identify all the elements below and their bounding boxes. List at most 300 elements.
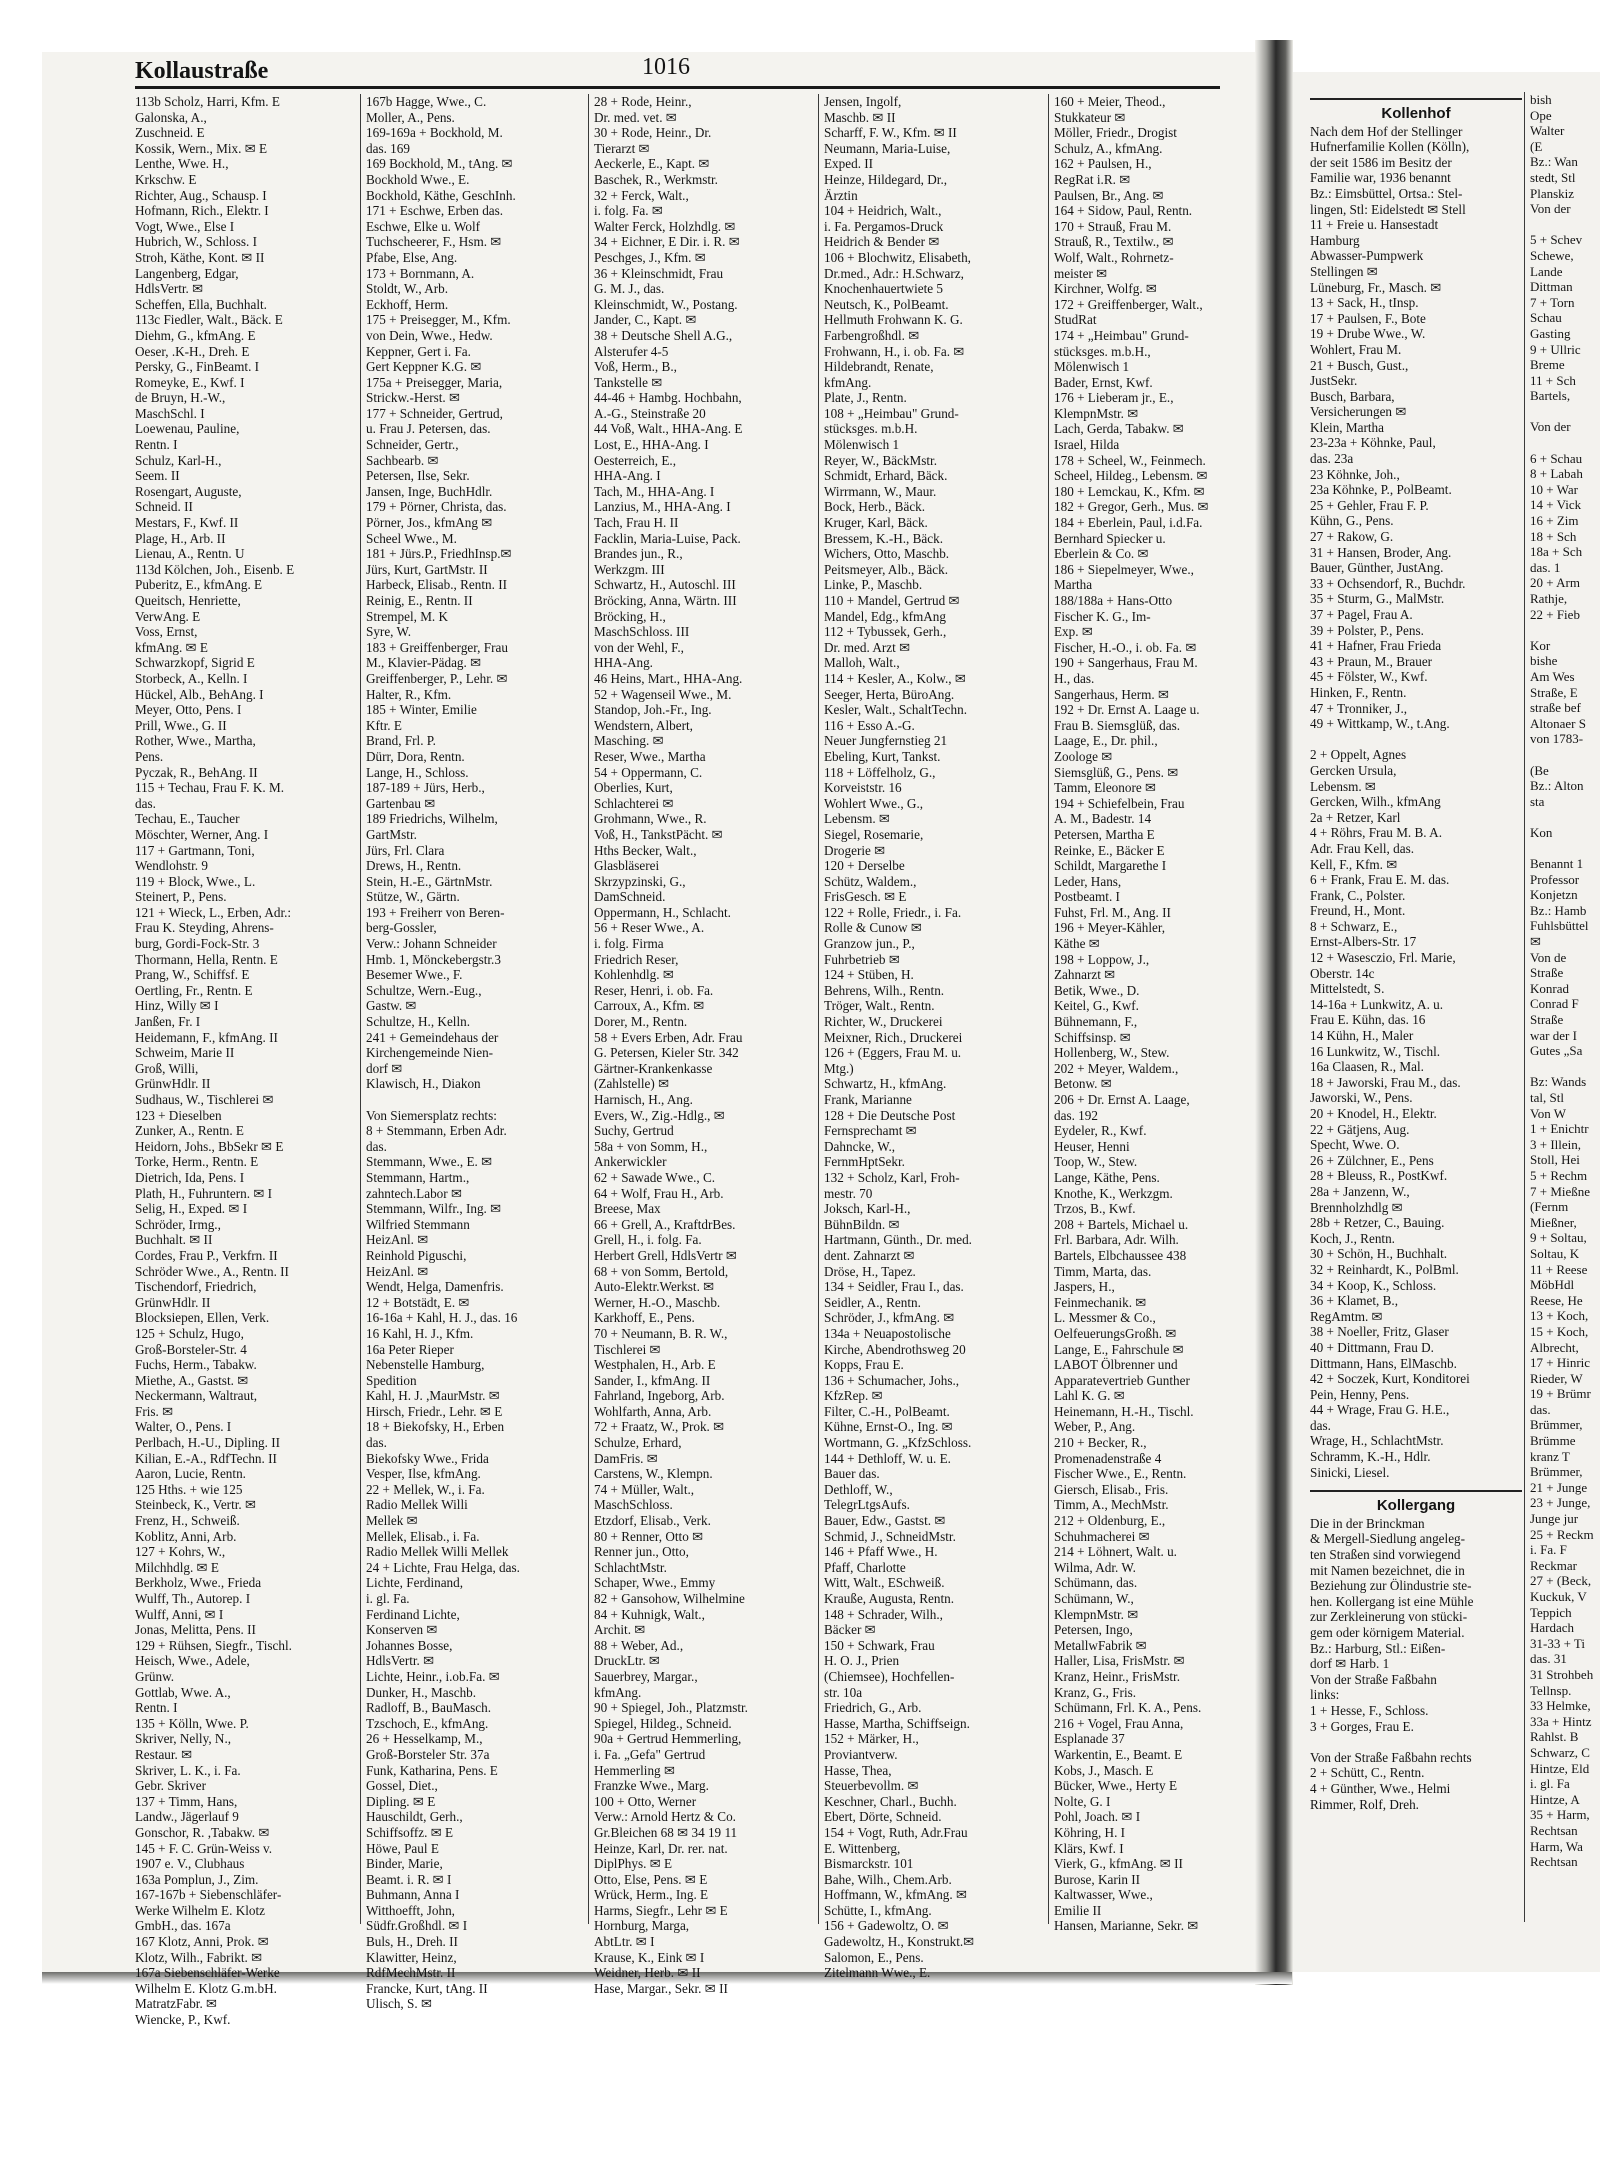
directory-entry-line: Emilie II [1054, 1902, 1102, 1918]
directory-entry-line: 1 + Enichtr [1530, 1121, 1589, 1137]
directory-entry-line: 128 + Die Deutsche Post [824, 1107, 956, 1123]
directory-entry-line: Busch, Barbara, [1310, 388, 1395, 404]
directory-entry-line: 27 + Rakow, G. [1310, 529, 1394, 545]
directory-entry-line: Petersen, Martha E [1054, 826, 1155, 842]
directory-entry-line: Neckermann, Waltraut, [135, 1388, 258, 1404]
directory-entry-line: 17 + Hinric [1530, 1355, 1591, 1371]
directory-entry-line: 32 + Reinhardt, K., PolBml. [1310, 1261, 1459, 1277]
running-header-street: Kollaustraße [135, 58, 269, 84]
directory-entry-line: Seidler, A., Rentn. [824, 1294, 921, 1310]
directory-entry-line: Werner, H.-O., Maschb. [594, 1294, 721, 1310]
directory-entry-line: SchlachtMstr. [594, 1559, 667, 1575]
directory-entry-line: Lüneburg, Fr., Masch. ✉ [1310, 279, 1442, 295]
directory-entry-line: 183 + Greiffenberger, Frau [366, 639, 508, 655]
directory-entry-line: Siegel, Rosemarie, [824, 826, 924, 842]
directory-entry-line: Reckmar [1530, 1557, 1577, 1573]
directory-entry-line: Schütte, I., kfmAng. [824, 1902, 932, 1918]
directory-entry-line: Krkschw. E [135, 171, 197, 187]
directory-entry-line: Schulze, Erhard, [594, 1435, 682, 1451]
directory-entry-line: Seeger, Herta, BüroAng. [824, 686, 955, 702]
directory-entry-line: Zahnarzt ✉ [1054, 967, 1116, 983]
directory-entry-line: Lanzius, M., HHA-Ang. I [594, 499, 731, 515]
directory-entry-line: 16 + Zim [1530, 513, 1579, 529]
directory-entry-line: Janßen, Fr. I [135, 1014, 201, 1030]
directory-entry-line: Groß-Borsteler-Str. 4 [135, 1341, 247, 1357]
directory-column-2 [366, 94, 588, 2012]
spacer [1530, 809, 1600, 825]
directory-entry-line: 24 + Lichte, Frau Helga, das. [366, 1559, 520, 1575]
directory-entry-line: war der I [1530, 1027, 1577, 1043]
directory-entry-line: 134a + Neuapostolische [824, 1325, 951, 1341]
directory-entry-line: Gebr. Skriver [135, 1778, 207, 1794]
directory-entry-line: i. folg. Firma [594, 936, 664, 952]
directory-entry-line: 119 + Block, Wwe., L. [135, 873, 256, 889]
directory-entry-line: Hildebrandt, Renate, [824, 359, 934, 375]
directory-entry-line: Tzschoch, E., kfmAng. [366, 1715, 489, 1731]
directory-entry-line: 173 + Bornmann, A. [366, 265, 475, 281]
directory-entry-line: das. [1310, 1417, 1331, 1433]
directory-entry-line: Facklin, Maria-Luise, Pack. [594, 530, 741, 546]
directory-entry-line: 185 + Winter, Emilie [366, 702, 477, 718]
directory-entry-line: 174 + „Heimbau" Grund- [1054, 327, 1189, 343]
directory-entry-line: 34 + Eichner, E Dir. i. R. ✉ [594, 234, 740, 250]
directory-entry-line: Friedrich, G., Arb. [824, 1700, 922, 1716]
directory-entry-line: Brümmer, [1530, 1464, 1583, 1480]
directory-entry-line: Schümann, das. [1054, 1575, 1138, 1591]
directory-entry-line: Wulff, Anni, ✉ I [135, 1606, 224, 1622]
directory-entry-line: Von W [1530, 1105, 1566, 1121]
directory-entry-line: Hellmuth Frohwann K. G. [824, 312, 963, 328]
directory-entry-line: 137 + Timm, Hans, [135, 1793, 238, 1809]
directory-entry-line: 202 + Meyer, Waldem., [1054, 1060, 1179, 1076]
directory-entry-line: Puberitz, E., kfmAng. E [135, 577, 263, 593]
directory-entry-line: Drogerie ✉ [824, 842, 886, 858]
directory-entry-line: Peschges, J., Kfm. ✉ [594, 249, 706, 265]
directory-entry-line: Fernsprechamt ✉ [824, 1123, 917, 1139]
directory-entry-line: i. Fa. Pergamos-Druck [824, 218, 944, 234]
directory-entry-line: E. Wittenberg, [824, 1840, 901, 1856]
directory-entry-line: 43 + Praun, M., Brauer [1310, 653, 1433, 669]
directory-entry-line: Jensen, Ingolf, [824, 94, 902, 109]
directory-entry-line: 167 Klotz, Anni, Prok. ✉ [135, 1934, 269, 1950]
section-title-kollergang: Kollergang [1376, 1497, 1456, 1515]
spacer [1310, 1734, 1522, 1750]
directory-entry-line: lingen, Stl: Eidelstedt ✉ Stell [1310, 201, 1466, 217]
directory-entry-line: zahntech.Labor ✉ [366, 1185, 462, 1201]
directory-entry-line: Betonw. ✉ [1054, 1076, 1112, 1092]
spacer [1530, 622, 1600, 638]
directory-entry-line: 182 + Gregor, Gerh., Mus. ✉ [1054, 499, 1209, 515]
directory-entry-line: Kirchengemeinde Nien- [366, 1045, 494, 1061]
directory-entry-line: Hamburg [1310, 232, 1360, 248]
directory-entry-line: 19 + Brümr [1530, 1386, 1591, 1402]
directory-entry-line: Kobs, J., Masch. E [1054, 1762, 1154, 1778]
directory-entry-line: Fischer Wwe., E., Rentn. [1054, 1466, 1187, 1482]
directory-entry-line: tal, Stl [1530, 1090, 1564, 1105]
directory-entry-line: Toop, W., Stew. [1054, 1154, 1138, 1170]
directory-entry-line: Gärtner-Krankenkasse [594, 1060, 713, 1076]
directory-entry-line: Skriver, L. K., i. Fa. [135, 1762, 241, 1778]
directory-entry-line: Schwarz, C [1530, 1744, 1590, 1760]
directory-entry-line: Bock, Herb., Bäck. [824, 499, 926, 515]
directory-entry-line: Witthoefft, John, [366, 1902, 455, 1918]
directory-entry-line: 68 + von Somm, Bertold, [594, 1263, 729, 1279]
directory-entry-line: Friedrich Reser, [594, 951, 679, 967]
directory-entry-line: dorf ✉ [366, 1060, 403, 1076]
directory-entry-line: 44 Voß, Walt., HHA-Ang. E [594, 421, 743, 437]
directory-entry-line: 16a Claasen, R., Mal. [1310, 1059, 1424, 1075]
directory-entry-line: Lost, E., HHA-Ang. I [594, 437, 709, 453]
directory-entry-line: Hinz, Willy ✉ I [135, 998, 219, 1014]
directory-entry-line: Dr. med. vet. ✉ [594, 109, 677, 125]
directory-entry-line: Familie war, 1936 benannt [1310, 170, 1451, 186]
directory-entry-line: 21 + Junge [1530, 1479, 1588, 1495]
directory-entry-line: Gonschor, R. ,Tabakw. ✉ [135, 1824, 270, 1840]
directory-entry-line: Ope [1530, 107, 1552, 123]
page-number: 1016 [642, 54, 690, 80]
directory-entry-line: Selig, H., Exped. ✉ I [135, 1201, 248, 1217]
directory-entry-line: Gert Keppner K.G. ✉ [366, 359, 482, 375]
directory-entry-line: Wilma, Adr. W. [1054, 1559, 1136, 1575]
directory-entry-line: 162 + Paulsen, H., [1054, 156, 1152, 172]
directory-entry-line: Gutes „Sa [1530, 1043, 1583, 1059]
directory-entry-line: 167-167b + Siebenschläfer- [135, 1887, 282, 1903]
directory-entry-line: 187-189 + Jürs, Herb., [366, 780, 485, 796]
directory-entry-line: Kahl, H. J. ,MaurMstr. ✉ [366, 1388, 500, 1404]
directory-entry-line: str. 10a [824, 1684, 863, 1700]
directory-entry-line: Brümme [1530, 1433, 1576, 1449]
directory-entry-line: Hase, Margar., Sekr. ✉ II [594, 1980, 728, 1996]
directory-entry-line: Heuser, Henni [1054, 1138, 1130, 1154]
directory-entry-line: Cordes, Frau P., Verkfrn. II [135, 1247, 278, 1263]
directory-entry-line: Voß, H., TankstPächt. ✉ [594, 826, 723, 842]
directory-entry-line: Schultze, H., Kelln. [366, 1014, 471, 1030]
directory-entry-line: Hinken, F., Rentn. [1310, 684, 1407, 700]
directory-entry-line: Straße [1530, 965, 1564, 981]
directory-entry-line: 145 + F. C. Grün-Weiss v. [135, 1840, 273, 1856]
directory-entry-line: 27 + (Beck, [1530, 1573, 1592, 1589]
directory-entry-line: Lichte, Heinr., i.ob.Fa. ✉ [366, 1668, 500, 1684]
directory-entry-line: 30 + Rode, Heinr., Dr. [594, 125, 712, 141]
directory-entry-line: Franzke Wwe., Marg. [594, 1778, 709, 1794]
directory-entry-line: 33a + Hintz [1530, 1713, 1592, 1729]
directory-entry-line: 179 + Pörner, Christa, das. [366, 499, 507, 515]
directory-entry-line: Eckhoff, Herm. [366, 296, 449, 312]
directory-entry-line: Bz.: Eimsbüttel, Ortsa.: Stel- [1310, 185, 1463, 201]
directory-entry-line: Gastw. ✉ [366, 998, 417, 1014]
directory-entry-line: Glasbläserei [594, 858, 660, 874]
directory-entry-line: Perlbach, H.-U., Dipling. II [135, 1435, 281, 1451]
directory-entry-line: Tach, Frau H. II [594, 515, 679, 531]
directory-entry-line: Bröcking, H., [594, 608, 666, 624]
directory-entry-line: Schuhmacherei ✉ [1054, 1528, 1150, 1544]
directory-entry-line: Carstens, W., Klempn. [594, 1466, 713, 1482]
directory-entry-line: Hintze, Eld [1530, 1760, 1590, 1776]
directory-entry-line: 106 + Blochwitz, Elisabeth, [824, 249, 971, 265]
directory-entry-line: i. gl. Fa [1530, 1776, 1570, 1792]
directory-entry-line: Rosengart, Auguste, [135, 483, 242, 499]
directory-entry-line: 11 + Reese [1530, 1261, 1588, 1277]
directory-entry-line: 58a + von Somm, H., [594, 1138, 708, 1154]
directory-entry-line: Petersen, Ingo, [1054, 1622, 1133, 1638]
directory-entry-line: Schaper, Wwe., Emmy [594, 1575, 716, 1591]
directory-entry-line: Kranz, Heinr., FrisMstr. [1054, 1668, 1181, 1684]
directory-entry-line: Peitsmeyer, Alb., Bäck. [824, 561, 948, 577]
directory-entry-line: Westphalen, H., Arb. E [594, 1357, 716, 1373]
directory-entry-line: 193 + Freiherr von Beren- [366, 904, 505, 920]
directory-entry-line: 214 + Löhnert, Walt. u. [1054, 1544, 1177, 1560]
directory-entry-line: Jaspers, H., [1054, 1279, 1115, 1295]
directory-entry-line: Schiffsinsp. ✉ [1054, 1029, 1131, 1045]
directory-entry-line: Schwarzkopf, Sigrid E [135, 655, 255, 671]
directory-entry-line: Klawitter, Heinz, [366, 1949, 457, 1965]
directory-entry-line: ✉ [1530, 934, 1541, 950]
directory-entry-line: 22 + Gätjens, Aug. [1310, 1121, 1410, 1137]
directory-entry-line: Kossik, Wern., Mix. ✉ E [135, 140, 268, 156]
directory-entry-line: GartMstr. [366, 826, 417, 842]
directory-entry-line: Tischendorf, Friedrich, [135, 1279, 257, 1295]
directory-entry-line: 2 + Schütt, C., Rentn. [1310, 1765, 1425, 1781]
directory-entry-line: Promenadenstraße 4 [1054, 1450, 1162, 1466]
directory-entry-line: Kranz, G., Fris. [1054, 1684, 1137, 1700]
directory-entry-line: Conrad F [1530, 996, 1579, 1012]
directory-entry-line: Funk, Katharina, Pens. E [366, 1762, 498, 1778]
directory-entry-line: Wirrmann, W., Maur. [824, 483, 937, 499]
directory-entry-line: bishe [1530, 653, 1558, 669]
directory-entry-line: Brümmer, [1530, 1417, 1583, 1433]
directory-entry-line: Leder, Hans, [1054, 873, 1122, 889]
directory-entry-line: 22 + Mellek, W., i. Fa. [366, 1481, 485, 1497]
directory-entry-line: Jaworski, W., Pens. [1310, 1090, 1413, 1106]
directory-entry-line: Zuschneid. E [135, 125, 205, 141]
directory-entry-line: 28 + Bleuss, R., PostKwf. [1310, 1168, 1448, 1184]
directory-entry-line: dorf ✉ Harb. 1 [1310, 1656, 1390, 1672]
directory-entry-line: i. Fa. „Gefa" Gertrud [594, 1746, 706, 1762]
directory-entry-line: Weber, P., Ang. [1054, 1419, 1136, 1435]
directory-entry-line: Bauer, Günther, JustAng. [1310, 560, 1444, 576]
directory-entry-line: 18 + Jaworski, Frau M., das. [1310, 1074, 1461, 1090]
directory-entry-line: Bader, Ernst, Kwf. [1054, 374, 1153, 390]
directory-entry-line: Martha [1054, 577, 1093, 593]
directory-entry-line: Konserven ✉ [366, 1622, 438, 1638]
directory-entry-line: Groß, Willi, [135, 1060, 199, 1076]
directory-entry-line: Kor [1530, 637, 1551, 653]
directory-entry-line: Schweim, Marie II [135, 1045, 235, 1061]
directory-entry-line: Dittman [1530, 279, 1573, 295]
directory-entry-line: Sachbearb. ✉ [366, 452, 439, 468]
directory-entry-line: Versicherungen ✉ [1310, 404, 1407, 420]
directory-entry-line: Soltau, K [1530, 1245, 1580, 1261]
directory-entry-line: Gr.Bleichen 68 ✉ 34 19 11 [594, 1824, 738, 1840]
directory-entry-line: Scheffen, Ella, Buchhalt. [135, 296, 267, 312]
directory-entry-line: 23 + Junge, [1530, 1495, 1591, 1511]
directory-entry-line: Hths Becker, Walt., [594, 842, 697, 858]
directory-entry-line: Heinze, Karl, Dr. rer. nat. [594, 1840, 728, 1856]
directory-entry-line: Rieder, W [1530, 1370, 1583, 1386]
directory-entry-line: DruckLtr. ✉ [594, 1653, 660, 1669]
directory-entry-line: 22 + Fieb [1530, 606, 1580, 622]
directory-entry-line: Stellingen ✉ [1310, 263, 1378, 279]
directory-entry-line: kfmAng. [824, 374, 872, 390]
directory-entry-line: Miethe, A., Gastst. ✉ [135, 1372, 249, 1388]
directory-entry-line: Wolf, Walt., Rohrnetz- [1054, 249, 1174, 265]
directory-entry-line: 72 + Fraatz, W., Prok. ✉ [594, 1419, 725, 1435]
directory-entry-line: Prang, W., Schiffsf. E [135, 967, 250, 983]
directory-entry-line: Israel, Hilda [1054, 437, 1120, 453]
directory-entry-line: Ebeling, Kurt, Tankst. [824, 748, 941, 764]
directory-entry-line: Mellek ✉ [366, 1513, 418, 1529]
directory-entry-line: Schmid, J., SchneidMstr. [824, 1528, 956, 1544]
directory-entry-line: Kirche, Abendrothsweg 20 [824, 1341, 966, 1357]
directory-entry-line: Torke, Herm., Rentn. E [135, 1154, 259, 1170]
directory-entry-line: Reser, Wwe., Martha [594, 748, 706, 764]
directory-entry-line: Plath, H., Fuhruntern. ✉ I [135, 1185, 273, 1201]
directory-entry-line: Tach, M., HHA-Ang. I [594, 483, 715, 499]
directory-entry-line: Schramm, K.-H., Hdlr. [1310, 1449, 1431, 1465]
book-binding [1255, 40, 1293, 1985]
directory-entry-line: von 1783- [1530, 731, 1584, 747]
directory-entry-line: 169-169a + Bockhold, M. [366, 125, 503, 141]
directory-entry-line: Stütze, W., Gärtn. [366, 889, 460, 905]
directory-entry-line: Suchy, Gertrud [594, 1123, 674, 1139]
directory-entry-line: Eberlein & Co. ✉ [1054, 546, 1149, 562]
directory-entry-line: Buls, H., Dreh. II [366, 1934, 458, 1950]
directory-entry-line: Exp. ✉ [1054, 624, 1093, 640]
directory-entry-line: 171 + Eschwe, Erben das. [366, 203, 504, 219]
directory-entry-line: 144 + Dethloff, W. u. E. [824, 1450, 951, 1466]
directory-entry-line: 198 + Loppow, J., [1054, 951, 1150, 967]
directory-entry-line: Radio Mellek Willi [366, 1497, 468, 1513]
kollenhof-entries [1310, 124, 1522, 1481]
directory-entry-line: Reinke, E., Bäcker E [1054, 842, 1165, 858]
directory-entry-line: Steuerbevollm. ✉ [824, 1778, 919, 1794]
directory-entry-line: 11 + Freie u. Hansestadt [1310, 217, 1439, 233]
directory-entry-line: Walter [1530, 123, 1565, 139]
directory-entry-line: Teppich [1530, 1604, 1572, 1620]
directory-entry-line: Pfaff, Charlotte [824, 1559, 906, 1575]
directory-entry-line: Keitel, G., Kwf. [1054, 998, 1139, 1014]
directory-entry-line: Buchhalt. ✉ II [135, 1232, 213, 1248]
directory-entry-line: MatratzFabr. ✉ [135, 1996, 218, 2012]
directory-entry-line: 38 + Deutsche Shell A.G., [594, 327, 733, 343]
directory-entry-line: 34 + Koop, K., Schloss. [1310, 1277, 1437, 1293]
directory-entry-line: kranz T [1530, 1448, 1570, 1464]
directory-entry-line: G. M. J., das. [594, 281, 665, 297]
directory-entry-line: Hartmann, Günth., Dr. med. [824, 1232, 972, 1248]
directory-entry-line: 180 + Lemckau, K., Kfm. ✉ [1054, 483, 1205, 499]
directory-entry-line: Behrens, Wilh., Rentn. [824, 982, 945, 998]
directory-entry-line: das. [366, 1435, 387, 1451]
column-divider [818, 94, 819, 1924]
directory-entry-line: TelegrLtgsAufs. [824, 1497, 910, 1513]
directory-entry-line: Scharff, F. W., Kfm. ✉ II [824, 125, 957, 141]
directory-entry-line: Schröder, Irmg., [135, 1216, 221, 1232]
directory-entry-line: Granzow jun., P., [824, 936, 915, 952]
directory-entry-line: Abwasser-Pumpwerk [1310, 248, 1424, 264]
directory-entry-line: Freund, H., Mont. [1310, 903, 1406, 919]
directory-entry-line: Lienau, A., Rentn. U [135, 546, 245, 562]
directory-entry-line: Otto, Else, Pens. ✉ E [594, 1871, 708, 1887]
directory-entry-line: (Be [1530, 762, 1549, 778]
directory-entry-line: Evers, W., Zig.-Hdlg., ✉ [594, 1107, 725, 1123]
directory-entry-line: RegRat i.R. ✉ [1054, 171, 1131, 187]
directory-entry-line: Neumann, Maria-Luise, [824, 140, 951, 156]
directory-entry-line: Lebensm. ✉ [824, 811, 890, 827]
directory-entry-line: 189 Friedrichs, Wilhelm, [366, 811, 498, 827]
directory-entry-line: Bz.: Wan [1530, 154, 1578, 170]
directory-entry-line: Rechtsan [1530, 1822, 1578, 1838]
directory-entry-line: Biekofsky Wwe., Frida [366, 1450, 489, 1466]
directory-entry-line: Keschner, Charl., Buchh. [824, 1793, 957, 1809]
directory-entry-line: mit Namen bezeichnet, die in [1310, 1562, 1465, 1578]
directory-entry-line: Schröder Wwe., A., Rentn. II [135, 1263, 289, 1279]
directory-entry-line: StudRat [1054, 312, 1097, 328]
directory-entry-line: Masching. ✉ [594, 733, 664, 749]
directory-entry-line: berg-Gossler, [366, 920, 437, 936]
spacer [1530, 841, 1600, 857]
directory-entry-line: Wendlohstr. 9 [135, 858, 208, 874]
directory-entry-line: 12 + Wasesczio, Frl. Marie, [1310, 950, 1456, 966]
directory-entry-line: Rahlst. B [1530, 1729, 1579, 1745]
directory-entry-line: das. 192 [1054, 1107, 1098, 1123]
directory-entry-line: Groß-Borsteler Str. 37a [366, 1746, 490, 1762]
directory-entry-line: Strauß, R., Textilw., ✉ [1054, 234, 1174, 250]
directory-entry-line: 33 Helmke, [1530, 1698, 1591, 1714]
directory-entry-line: 113d Kölchen, Joh., Eisenb. E [135, 561, 295, 577]
spacer [1530, 435, 1600, 451]
section-title-kollenhof: Kollenhof [1381, 105, 1451, 122]
directory-entry-line: Klawisch, H., Diakon [366, 1076, 481, 1092]
directory-entry-line: Hasse, Martha, Schiffseign. [824, 1715, 970, 1731]
directory-entry-line: Von de [1530, 949, 1567, 965]
directory-entry-line: Lach, Gerda, Tabakw. ✉ [1054, 421, 1184, 437]
directory-entry-line: der seit 1586 im Besitz der [1310, 154, 1452, 170]
directory-entry-line: Mtg.) [824, 1060, 854, 1076]
directory-entry-line: sta [1530, 793, 1545, 809]
directory-entry-line: Skrzypzinski, G., [594, 873, 686, 889]
directory-entry-line: 17 + Paulsen, F., Bote [1310, 310, 1426, 326]
directory-entry-line: Gadewoltz, H., Konstrukt.✉ [824, 1934, 975, 1950]
directory-entry-line: Wohlert, Frau M. [1310, 341, 1402, 357]
directory-entry-line: 104 + Heidrich, Walt., [824, 203, 942, 219]
directory-entry-line: Carroux, A., Kfm. ✉ [594, 998, 705, 1014]
directory-entry-line: 125 Hths. + wie 125 [135, 1481, 243, 1497]
directory-entry-line: Kleinschmidt, W., Postang. [594, 296, 738, 312]
directory-entry-line: Bernhard Spiecker u. [1054, 530, 1166, 546]
directory-entry-line: 4 + Günther, Wwe., Helmi [1310, 1780, 1451, 1796]
directory-column-3 [594, 94, 816, 1996]
directory-entry-line: 16 Lunkwitz, W., Tischl. [1310, 1043, 1441, 1059]
directory-entry-line: Scheel, Hildeg., Lebensm. ✉ [1054, 468, 1208, 484]
directory-entry-line: Dr. med. Arzt ✉ [824, 639, 911, 655]
directory-entry-line: 241 + Gemeindehaus der [366, 1029, 499, 1045]
directory-entry-line: L. Messmer & Co., [1054, 1310, 1156, 1326]
directory-entry-line: Tischlerei ✉ [594, 1341, 661, 1357]
directory-entry-line: 23 Köhnke, Joh., [1310, 466, 1400, 482]
directory-entry-line: 175a + Preisegger, Maria, [366, 374, 503, 390]
directory-entry-line: 194 + Schiefelbein, Frau [1054, 795, 1185, 811]
directory-entry-line: HeizAnl. ✉ [366, 1263, 429, 1279]
directory-entry-line: Von der Straße Faßbahn [1310, 1671, 1437, 1687]
directory-entry-line: (Zahlstelle) ✉ [594, 1076, 670, 1092]
directory-entry-line: Blocksiepen, Ellen, Verk. [135, 1310, 270, 1326]
directory-entry-line: Konrad [1530, 980, 1569, 996]
directory-entry-line: Hansen, Marianne, Sekr. ✉ [1054, 1918, 1199, 1934]
directory-entry-line: Straße [1530, 1012, 1564, 1028]
directory-entry-line: Betik, Wwe., D. [1054, 982, 1140, 998]
directory-entry-line: 184 + Eberlein, Paul, i.d.Fa. [1054, 515, 1203, 531]
directory-entry-line: Milchhdlg. ✉ E [135, 1559, 219, 1575]
